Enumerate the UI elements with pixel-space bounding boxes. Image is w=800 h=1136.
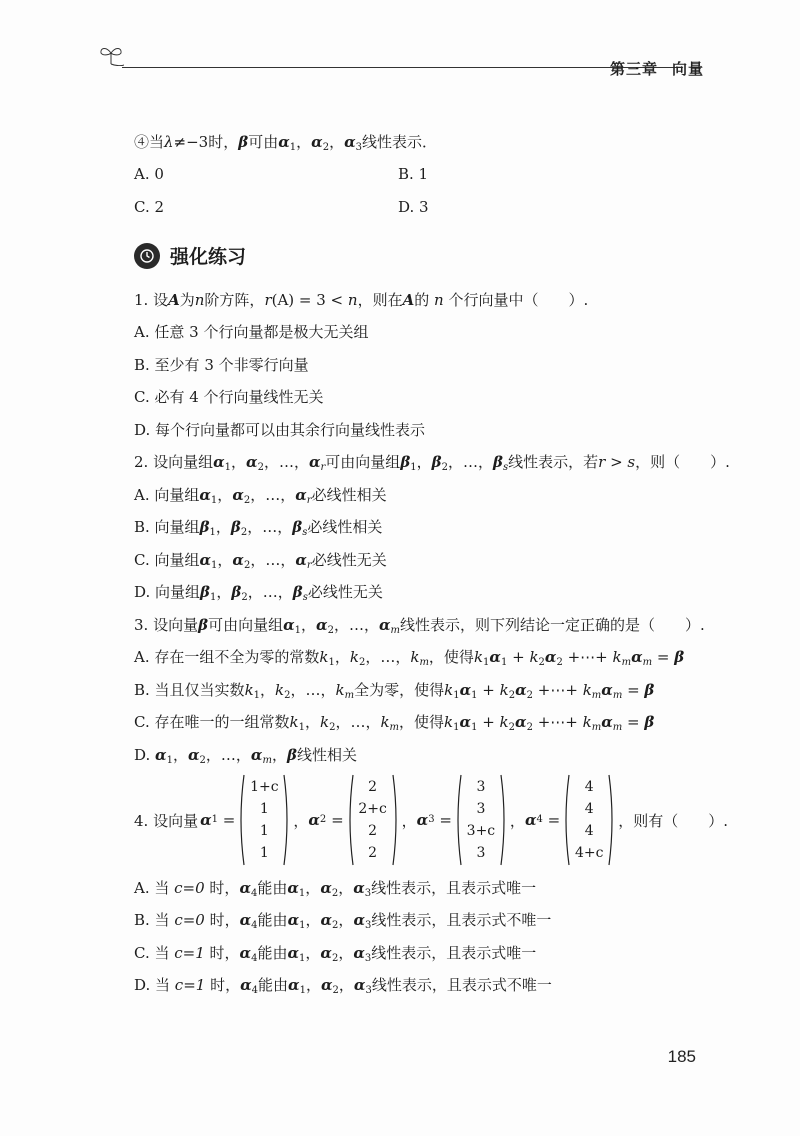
- clock-icon: [134, 243, 160, 269]
- prev-option-b: B. 1: [398, 165, 429, 183]
- chapter-name: 向量: [671, 60, 704, 78]
- question-3-option-b: B. 当且仅当实数$k_1$，$k_2$，…，$k_m$全为零，使得$k_1\alpha_1 + k_2\alpha_2$ +⋯+ $k_m\alpha_m = \beta$: [134, 681, 655, 701]
- vector-alpha-4: 4 4 4 4+c: [562, 774, 616, 866]
- question-2-option-d: D. 向量组$\beta_1$，$\beta_2$，…，$\beta_s$必线性无关: [134, 583, 383, 603]
- question-1-option-b: B. 至少有 3 个非零行向量: [134, 356, 309, 374]
- question-2-option-a: A. 向量组$\alpha_1$，$\alpha_2$，…，$\alpha_r$必线性相关: [134, 486, 387, 506]
- sprout-icon: [98, 44, 124, 66]
- prev-option-d: D. 3: [398, 198, 429, 216]
- prev-item-4: ④当λ≠−3时，β可由$\alpha_1$，$\alpha_2$，$\alpha_3$线性表示．: [134, 133, 438, 153]
- section-heading: [134, 242, 246, 269]
- question-3-stem: 3. 设向量β可由向量组$\alpha_1$，$\alpha_2$，…，$\alpha_m$线性表示，则下列结论一定正确的是（ ）.: [134, 616, 705, 636]
- question-1-option-c: C. 必有 4 个行向量线性无关: [134, 388, 324, 406]
- section-title: 强化练习: [170, 246, 247, 268]
- header-rule: [122, 67, 682, 68]
- question-2-stem: 2. 设向量组$\alpha_1$，$\alpha_2$，…，$\alpha_r$可由向量组$\beta_1$，$\beta_2$，…，$\beta_s$线性表示，若r > s，则（ ）.: [134, 453, 730, 473]
- chapter-title: [610, 58, 704, 79]
- question-3-option-a: A. 存在一组不全为零的常数$k_1$，$k_2$，…，$k_m$，使得$k_1\alpha_1 + k_2\alpha_2$ +⋯+ $k_m\alpha_m = \beta$: [134, 648, 685, 668]
- prev-option-c: C. 2: [134, 198, 165, 216]
- vector-alpha-1: 1+c 1 1 1: [237, 774, 291, 866]
- page-header: [98, 40, 710, 80]
- question-1-option-a: A. 任意 3 个行向量都是极大无关组: [134, 323, 369, 341]
- question-2-option-b: B. 向量组$\beta_1$，$\beta_2$，…，$\beta_s$必线性相关: [134, 518, 383, 538]
- question-4-option-d: D. 当 c=1 时，$\alpha_4$能由$\alpha_1$，$\alpha_2$，$\alpha_3$线性表示，且表示式不唯一: [134, 976, 552, 996]
- question-2-option-c: C. 向量组$\alpha_1$，$\alpha_2$，…，$\alpha_r$必线性无关: [134, 551, 387, 571]
- question-4-stem: 4. 设向量 α 1 = 1+c 1 1 1 ， α 2 = 2 2+c 2 2 ， α 3 = 3 3 3+c 3 ， α 4 = 4 4 4 4+c ，则有（ ）.: [134, 772, 728, 868]
- prev-option-a: A. 0: [134, 165, 164, 183]
- chapter-number: 第三章: [609, 60, 658, 78]
- vector-alpha-2: 2 2+c 2 2: [346, 774, 400, 866]
- question-3-option-d: D. $\alpha_1$，$\alpha_2$，…，$\alpha_m$，β线性相关: [134, 746, 357, 766]
- question-4-option-a: A. 当 c=0 时，$\alpha_4$能由$\alpha_1$，$\alpha_2$，$\alpha_3$线性表示，且表示式唯一: [134, 879, 537, 899]
- page-number: 185: [667, 1047, 696, 1066]
- question-1-stem: 1. 设A为n阶方阵，r(A) = 3 < n，则在A的 n 个行向量中（ ）.: [134, 291, 589, 309]
- question-3-option-c: C. 存在唯一的一组常数$k_1$，$k_2$，…，$k_m$，使得$k_1\alpha_1 + k_2\alpha_2$ +⋯+ $k_m\alpha_m = \beta$: [134, 713, 655, 733]
- question-4-option-c: C. 当 c=1 时，$\alpha_4$能由$\alpha_1$，$\alpha_2$，$\alpha_3$线性表示，且表示式唯一: [134, 944, 537, 964]
- question-1-option-d: D. 每个行向量都可以由其余行向量线性表示: [134, 421, 426, 439]
- vector-alpha-3: 3 3 3+c 3: [454, 774, 508, 866]
- question-4-option-b: B. 当 c=0 时，$\alpha_4$能由$\alpha_1$，$\alpha_2$，$\alpha_3$线性表示，且表示式不唯一: [134, 911, 552, 931]
